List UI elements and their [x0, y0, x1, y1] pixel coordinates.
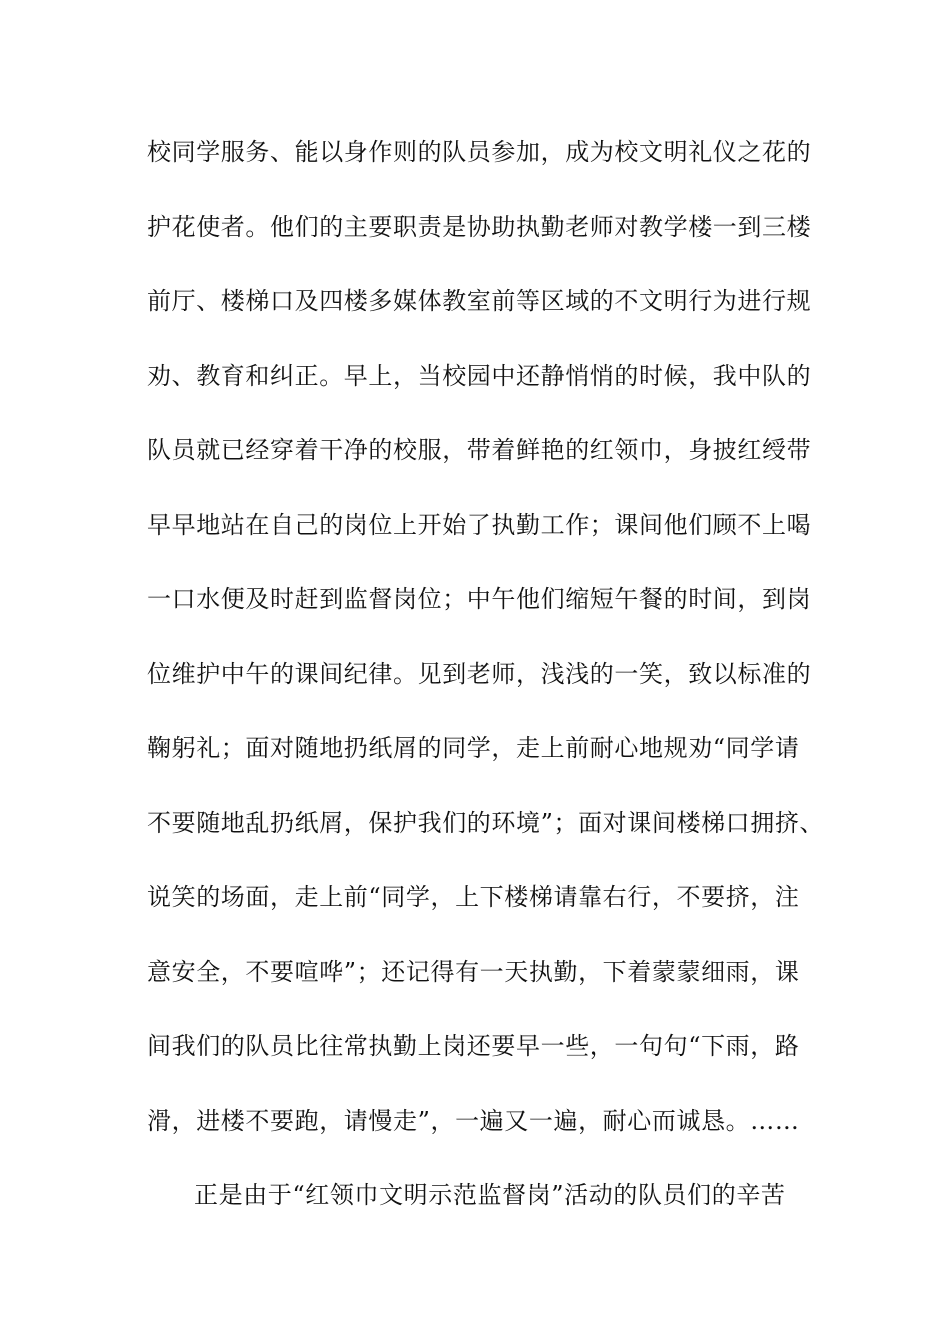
text-line: 滑，进楼不要跑，请慢走”，一遍又一遍，耐心而诚恳。…… — [147, 1106, 800, 1135]
paragraph-start-line: 正是由于“红领巾文明示范监督岗”活动的队员们的辛苦 — [194, 1181, 786, 1209]
text-line: 不要随地乱扔纸屑，保护我们的环境”；面对课间楼梯口拥挤、 — [147, 808, 825, 837]
text-line: 校同学服务、能以身作则的队员参加，成为校文明礼仪之花的 — [147, 138, 812, 166]
text-line: 鞠躬礼；面对随地扔纸屑的同学，走上前耐心地规劝“同学请 — [147, 734, 800, 762]
text-line: 护花使者。他们的主要职责是协助执勤老师对教学楼一到三楼 — [147, 212, 812, 241]
text-line: 间我们的队员比往常执勤上岗还要早一些，一句句“下雨，路 — [147, 1032, 800, 1060]
text-line: 队员就已经穿着干净的校服，带着鲜艳的红领巾，身披红绶带 — [147, 436, 812, 464]
text-line: 早早地站在自己的岗位上开始了执勤工作；课间他们顾不上喝 — [147, 510, 812, 539]
text-line: 一口水便及时赶到监督岗位；中午他们缩短午餐的时间，到岗 — [147, 585, 812, 613]
text-line: 前厅、楼梯口及四楼多媒体教室前等区域的不文明行为进行规 — [147, 287, 812, 315]
text-line: 说笑的场面，走上前“同学，上下楼梯请靠右行，不要挤，注 — [147, 883, 800, 911]
text-line: 劝、教育和纠正。早上，当校园中还静悄悄的时候，我中队的 — [147, 361, 812, 390]
text-line: 意安全，不要喧哗”；还记得有一天执勤，下着蒙蒙细雨，课 — [147, 957, 800, 986]
body-text — [147, 126, 847, 1244]
text-line: 位维护中午的课间纪律。见到老师，浅浅的一笑，致以标准的 — [147, 659, 812, 688]
